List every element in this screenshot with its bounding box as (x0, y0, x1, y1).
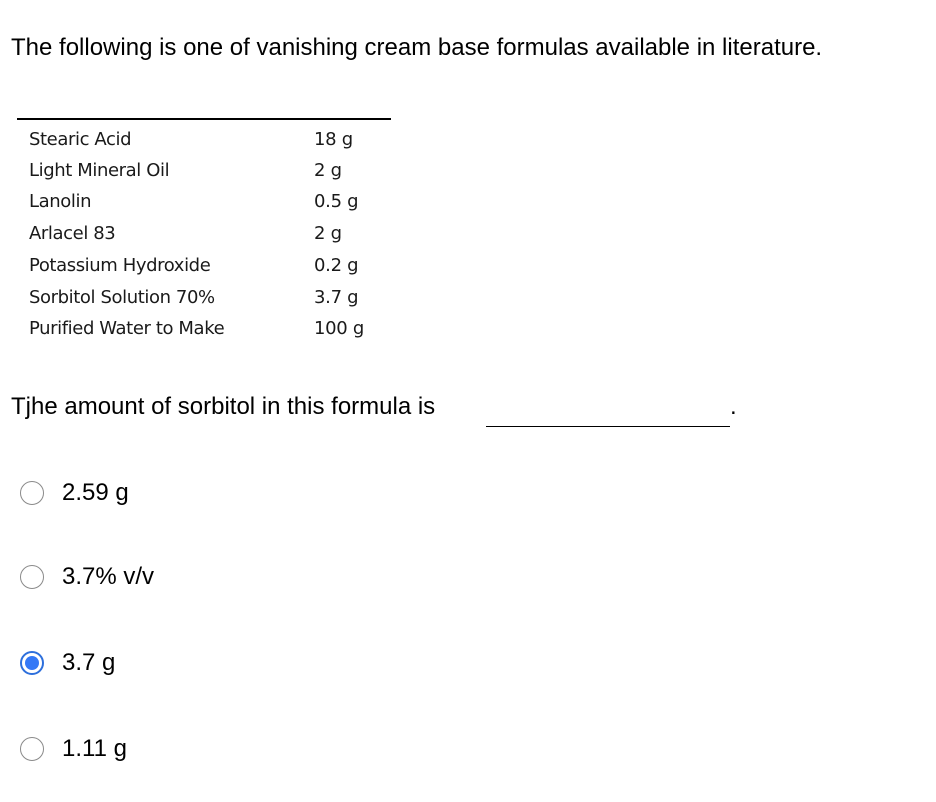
ingredient-quantity: 0.5 g (314, 191, 359, 212)
formula-row (17, 124, 391, 156)
ingredient-quantity: 18 g (314, 129, 353, 150)
answer-option[interactable] (20, 736, 320, 766)
radio-button[interactable] (20, 481, 44, 505)
radio-button-selected[interactable] (20, 651, 44, 675)
radio-button[interactable] (20, 565, 44, 589)
formula-row (17, 313, 391, 345)
ingredient-quantity: 2 g (314, 223, 342, 244)
radio-button[interactable] (20, 737, 44, 761)
ingredient-quantity: 3.7 g (314, 287, 359, 308)
answer-option-label: 1.11 g (62, 735, 127, 762)
formula-row (17, 218, 391, 250)
ingredient-name: Arlacel 83 (29, 223, 116, 244)
ingredient-quantity: 0.2 g (314, 255, 359, 276)
ingredient-name: Sorbitol Solution 70% (29, 287, 215, 308)
question-period: . (730, 393, 737, 420)
answer-option[interactable] (20, 564, 320, 594)
formula-row (17, 186, 391, 218)
formula-row (17, 282, 391, 314)
ingredient-name: Light Mineral Oil (29, 160, 170, 181)
answer-option[interactable] (20, 480, 320, 510)
question-intro: The following is one of vanishing cream base formulas available in literature. (11, 34, 823, 61)
answer-blank-line (486, 426, 730, 427)
ingredient-name: Stearic Acid (29, 129, 132, 150)
question-text: Tjhe amount of sorbitol in this formula is (11, 393, 436, 420)
answer-option-selected[interactable] (20, 650, 320, 680)
answer-option-label: 2.59 g (62, 479, 129, 506)
ingredient-name: Potassium Hydroxide (29, 255, 211, 276)
ingredient-name: Purified Water to Make (29, 318, 225, 339)
formula-row (17, 155, 391, 187)
formula-row (17, 250, 391, 282)
answer-option-label: 3.7 g (62, 649, 116, 676)
answer-option-label: 3.7% v/v (62, 563, 155, 590)
ingredient-quantity: 100 g (314, 318, 365, 339)
ingredient-quantity: 2 g (314, 160, 342, 181)
ingredient-name: Lanolin (29, 191, 92, 212)
formula-table (17, 118, 391, 345)
